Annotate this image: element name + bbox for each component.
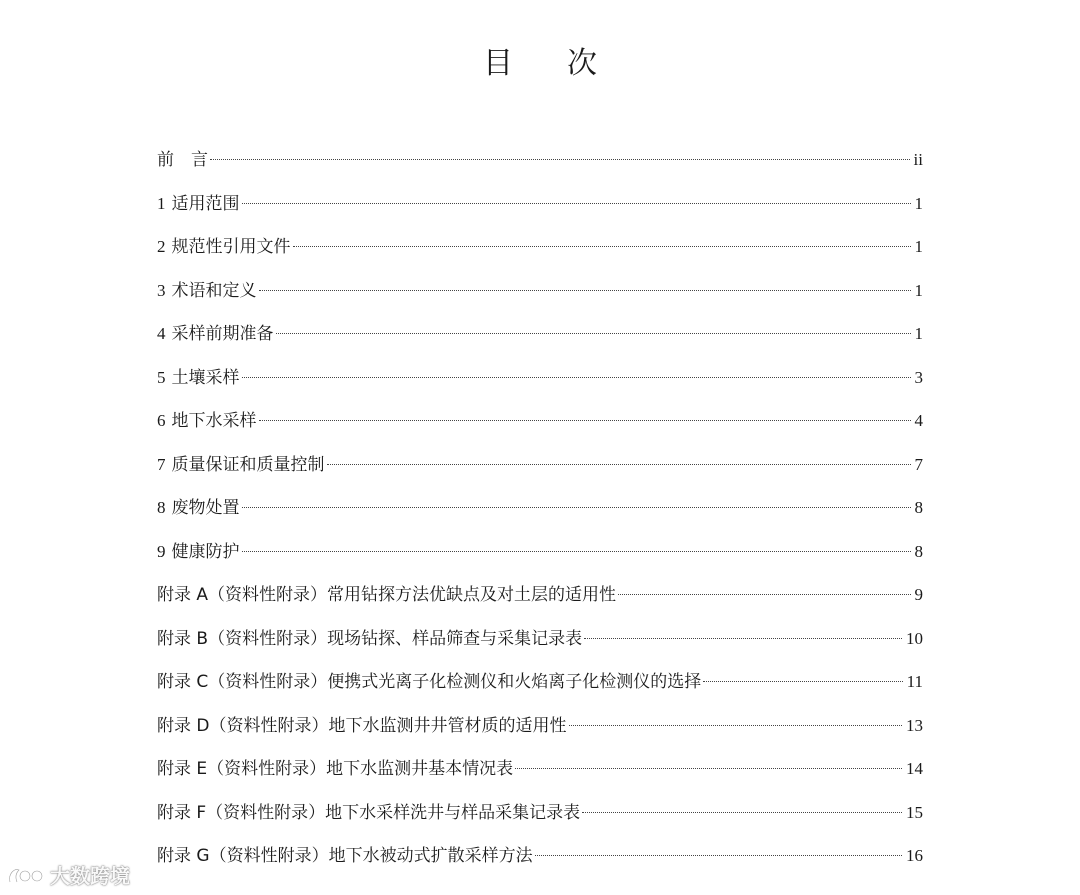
toc-entry[interactable] (157, 273, 923, 317)
title-char-right: 次 (567, 46, 597, 81)
watermark-text: 大数跨境 (50, 864, 130, 888)
toc-page-number: 1 (914, 237, 923, 256)
toc-page-number: 1 (914, 324, 923, 343)
toc-leader-dots (293, 246, 911, 247)
toc-entry-label: 5 土壤采样 (157, 367, 240, 388)
toc-page-number: 14 (906, 759, 923, 778)
toc-entry-appendix[interactable] (157, 838, 923, 882)
toc-leader-dots (584, 638, 902, 639)
toc-entry[interactable] (157, 360, 923, 404)
toc-page-number: 8 (914, 541, 923, 561)
table-of-contents (157, 142, 923, 882)
toc-entry-appendix[interactable] (157, 751, 923, 795)
toc-leader-dots (242, 377, 911, 378)
toc-entry-appendix[interactable] (157, 577, 923, 621)
page-title (0, 38, 1080, 82)
toc-entry-label: 前 言 (157, 150, 208, 170)
toc-entry[interactable] (157, 403, 923, 447)
toc-leader-dots (242, 551, 911, 552)
toc-page-number: 1 (914, 193, 923, 213)
toc-entry-label: 9 健康防护 (157, 541, 240, 562)
toc-page-number: ii (913, 150, 923, 169)
toc-leader-dots (535, 855, 902, 856)
toc-entry-label: 附录 B（资料性附录）现场钻探、样品筛查与采集记录表 (157, 628, 583, 649)
toc-leader-dots (210, 159, 910, 160)
toc-leader-dots (259, 420, 911, 421)
toc-entry[interactable] (157, 447, 923, 491)
toc-entry-label: 2 规范性引用文件 (157, 237, 291, 257)
toc-entry-label: 附录 A（资料性附录）常用钻探方法优缺点及对土层的适用性 (157, 585, 617, 605)
toc-entry-label: 附录 F（资料性附录）地下水采样洗井与样品采集记录表 (157, 802, 581, 823)
toc-page-number: 4 (914, 411, 923, 430)
toc-page-number: 9 (914, 585, 923, 604)
toc-entry-label: 附录 E（资料性附录）地下水监测井基本情况表 (157, 759, 514, 779)
toc-page-number: 11 (906, 672, 923, 691)
toc-entry-label: 4 采样前期准备 (157, 324, 274, 344)
logo-icon (6, 862, 46, 888)
toc-leader-dots (582, 812, 902, 813)
toc-leader-dots (515, 768, 902, 769)
toc-entry[interactable] (157, 142, 923, 186)
toc-page-number: 15 (906, 802, 923, 822)
toc-entry-appendix[interactable] (157, 621, 923, 665)
toc-entry[interactable] (157, 490, 923, 534)
toc-leader-dots (618, 594, 910, 595)
toc-entry[interactable] (157, 534, 923, 578)
watermark (6, 860, 130, 889)
toc-entry-appendix[interactable] (157, 795, 923, 839)
toc-leader-dots (703, 681, 902, 682)
toc-entry-appendix[interactable] (157, 664, 923, 708)
toc-entry-label: 8 废物处置 (157, 498, 240, 518)
toc-entry-appendix[interactable] (157, 708, 923, 752)
toc-entry-label: 附录 G（资料性附录）地下水被动式扩散采样方法 (157, 846, 533, 866)
toc-page-number: 7 (914, 454, 923, 474)
toc-entry-label: 附录 D（资料性附录）地下水监测井井管材质的适用性 (157, 715, 567, 736)
toc-leader-dots (276, 333, 911, 334)
toc-entry[interactable] (157, 186, 923, 230)
toc-entry[interactable] (157, 316, 923, 360)
toc-leader-dots (259, 290, 911, 291)
toc-page-number: 16 (906, 846, 923, 865)
toc-entry-label: 1 适用范围 (157, 193, 240, 214)
toc-page-number: 3 (914, 367, 923, 387)
toc-page-number: 10 (906, 628, 923, 648)
toc-leader-dots (242, 203, 911, 204)
toc-entry-label: 7 质量保证和质量控制 (157, 454, 325, 475)
toc-page-number: 13 (906, 715, 923, 735)
toc-leader-dots (242, 507, 911, 508)
toc-entry-label: 6 地下水采样 (157, 411, 257, 431)
toc-entry-label: 附录 C（资料性附录）便携式光离子化检测仪和火焰离子化检测仪的选择 (157, 672, 702, 692)
title-char-left: 目 (483, 46, 513, 81)
toc-page-number: 1 (914, 280, 923, 300)
toc-leader-dots (327, 464, 911, 465)
toc-page-number: 8 (914, 498, 923, 517)
toc-entry[interactable] (157, 229, 923, 273)
toc-entry-label: 3 术语和定义 (157, 280, 257, 301)
toc-leader-dots (569, 725, 903, 726)
